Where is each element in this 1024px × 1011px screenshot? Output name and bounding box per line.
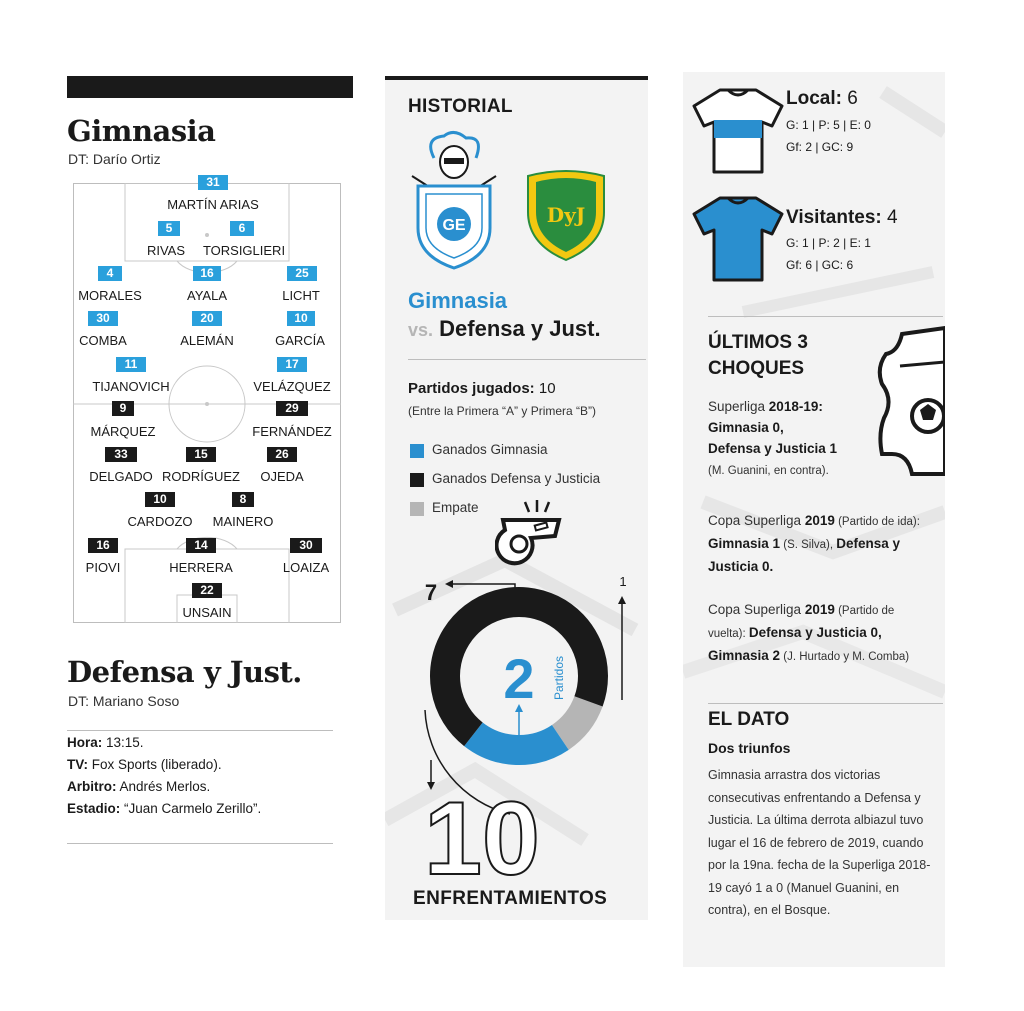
away-player-name: HERRERA — [169, 560, 233, 575]
home-player-name: MARTÍN ARIAS — [167, 197, 259, 212]
dato-title: EL DATO — [708, 709, 790, 730]
donut-center-label: Partidos — [552, 655, 566, 701]
local-record-title: Local: 6 — [786, 88, 858, 109]
away-player-number: 15 — [186, 447, 216, 462]
local-record-line2: Gf: 2 | GC: 9 — [786, 140, 854, 154]
divider — [708, 316, 943, 317]
away-player-number: 14 — [186, 538, 216, 553]
donut-label-defensa: 7 — [424, 580, 438, 605]
total-matches-number — [412, 790, 552, 880]
away-player-number: 10 — [145, 492, 175, 507]
legend-label-defensa: Ganados Defensa y Justicia — [432, 471, 601, 486]
home-player-name: VELÁZQUEZ — [253, 379, 331, 394]
visitor-record-line1: G: 1 | P: 2 | E: 1 — [786, 236, 871, 250]
away-player-name: FERNÁNDEZ — [252, 424, 332, 439]
home-player-name: AYALA — [187, 288, 227, 303]
away-player-name: PIOVI — [85, 560, 121, 575]
dato-subtitle: Dos triunfos — [708, 740, 791, 756]
away-player-name: MAINERO — [212, 514, 274, 529]
divider — [708, 703, 943, 704]
svg-text:10: 10 — [424, 790, 540, 880]
visitor-shirt-icon — [692, 192, 784, 286]
away-player-number: 8 — [232, 492, 254, 507]
away-player-number: 26 — [267, 447, 297, 462]
away-player-name: LOAIZA — [282, 560, 330, 575]
home-player-name: MORALES — [78, 288, 142, 303]
donut-segment-empate — [560, 701, 588, 737]
info-estadio: Estadio: “Juan Carmelo Zerillo”. — [67, 801, 262, 816]
match-info — [67, 732, 333, 820]
gimnasia-crest-icon — [404, 128, 504, 278]
defensa-crest-text: DyJ — [546, 203, 586, 227]
away-coach: DT: Mariano Soso — [68, 693, 180, 709]
divider — [67, 730, 333, 731]
away-team-title: Defensa y Just. — [67, 655, 302, 689]
vs-away-line: vs. Defensa y Just. — [408, 316, 601, 341]
partidos-note: (Entre la Primera “A” y Primera “B”) — [408, 404, 597, 418]
away-player-name: DELGADO — [89, 469, 153, 484]
away-player-number: 33 — [105, 447, 137, 462]
away-player-number: 30 — [290, 538, 322, 553]
home-player-number: 17 — [277, 357, 307, 372]
away-player-number: 29 — [276, 401, 308, 416]
legend-swatch-defensa — [410, 473, 424, 487]
historial-title: HISTORIAL — [408, 96, 513, 117]
divider — [408, 359, 646, 360]
enfrentamientos-label: ENFRENTAMIENTOS — [413, 888, 608, 909]
home-player-name: TORSIGLIERI — [202, 243, 286, 258]
home-player-number: 31 — [198, 175, 228, 190]
legend-swatch-empate — [410, 502, 424, 516]
home-player-number: 30 — [88, 311, 118, 326]
home-player-name: ALEMÁN — [180, 333, 234, 348]
legend-label-empate: Empate — [432, 500, 479, 515]
home-player-number: 10 — [287, 311, 315, 326]
home-team-title: Gimnasia — [67, 114, 216, 148]
ultimos-title: ÚLTIMOS 3 CHOQUES — [708, 332, 808, 379]
visitor-record-title: Visitantes: 4 — [786, 207, 898, 228]
home-player-number: 11 — [116, 357, 146, 372]
away-player-number: 16 — [88, 538, 118, 553]
choque-3: Copa Superliga 2019 (Partido de vuelta): Defensa y Justicia 0, Gimnasia 2 (J. Hurtado y M. Comba) — [708, 602, 910, 663]
local-shirt-icon — [692, 84, 784, 178]
away-player-name: MÁRQUEZ — [90, 424, 156, 439]
home-player-number: 5 — [158, 221, 180, 236]
home-player-name: GARCÍA — [275, 333, 325, 348]
choque-1: Superliga 2018-19: Gimnasia 0, Defensa y Justicia 1 (M. Guanini, en contra). — [708, 399, 838, 477]
local-record-line1: G: 1 | P: 5 | E: 0 — [786, 118, 871, 132]
dato-body: Gimnasia arrastra dos victorias consecutivas enfrentando a Defensa y Justicia. La última derrota albiazul tuvo lugar el 16 de febrero de 2019, cuando por la 19na. fecha de la Superliga 2018-19 cayó 1 a 0 (Manuel Guanini, en contra), en el Bosque. — [708, 768, 931, 917]
info-tv: TV: Fox Sports (liberado). — [67, 757, 222, 772]
gimnasia-crest-text: GE — [442, 217, 466, 234]
away-player-name: CARDOZO — [127, 514, 193, 529]
visitor-record-line2: Gf: 6 | GC: 6 — [786, 258, 854, 272]
away-player-name: RODRÍGUEZ — [162, 469, 240, 484]
divider — [67, 843, 333, 844]
choque-2: Copa Superliga 2019 (Partido de ida): Gimnasia 1 (S. Silva), Defensa y Justicia 0. — [708, 513, 920, 574]
partidos-jugados: Partidos jugados: 10 — [408, 380, 556, 397]
donut-label-empate: 1 — [619, 574, 627, 589]
historial-top-rule — [385, 76, 648, 80]
info-hora: Hora: 13:15. — [67, 735, 144, 750]
home-player-name: COMBA — [79, 333, 127, 348]
home-player-name: RIVAS — [146, 243, 186, 258]
home-player-number: 4 — [98, 266, 122, 281]
away-player-name: OJEDA — [260, 469, 304, 484]
home-player-name: TIJANOVICH — [92, 379, 170, 394]
defensa-crest-icon — [524, 168, 608, 264]
away-player-number: 9 — [112, 401, 134, 416]
home-player-number: 20 — [192, 311, 222, 326]
donut-center-number: 2 — [503, 647, 535, 710]
legend-swatch-gimnasia — [410, 444, 424, 458]
home-player-number: 6 — [230, 221, 254, 236]
legend-label-gimnasia: Ganados Gimnasia — [432, 442, 548, 457]
section-top-bar — [67, 76, 353, 98]
home-player-number: 25 — [287, 266, 317, 281]
vs-home-name: Gimnasia — [408, 288, 508, 313]
home-player-number: 16 — [193, 266, 221, 281]
away-player-name: UNSAIN — [182, 605, 232, 620]
donut-segment-gimnasia — [473, 734, 560, 750]
home-player-name: LICHT — [282, 288, 320, 303]
away-player-number: 22 — [192, 583, 222, 598]
home-coach: DT: Darío Ortiz — [68, 151, 161, 167]
info-arbitro: Arbitro: Andrés Merlos. — [67, 779, 211, 794]
